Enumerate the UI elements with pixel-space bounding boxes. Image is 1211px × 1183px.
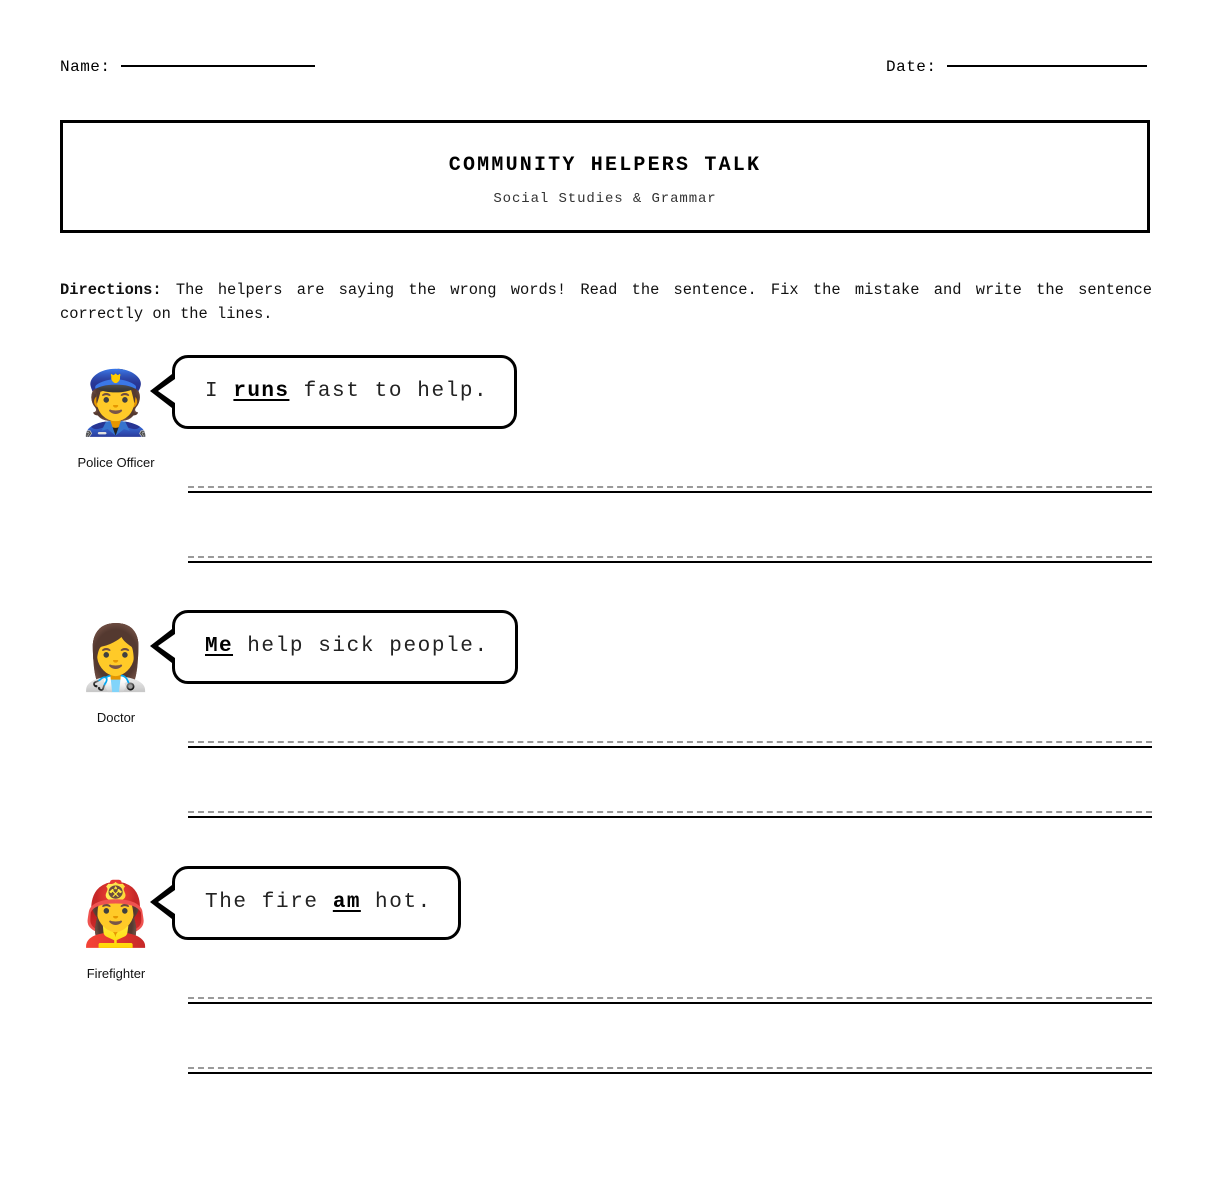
- bubble-tail-fill-icon: [158, 379, 175, 403]
- writing-line-dashed-guide: [188, 811, 1152, 813]
- sentence-text: [205, 635, 489, 658]
- directions: [60, 278, 1152, 326]
- writing-line-dashed-guide: [188, 997, 1152, 999]
- writing-line[interactable]: [188, 741, 1152, 811]
- worksheet-title-box: [60, 120, 1150, 233]
- writing-line[interactable]: [188, 486, 1152, 556]
- helper-figure: [62, 866, 170, 982]
- writing-line-baseline: [188, 1002, 1152, 1004]
- writing-line-dashed-guide: [188, 486, 1152, 488]
- helper-label: Firefighter: [86, 966, 146, 981]
- directions-body: The helpers are saying the wrong words! Read the sentence. Fix the mistake and write the sentence correctly on the lines.: [60, 281, 1152, 323]
- helper-figure: [62, 355, 170, 471]
- date-field[interactable]: [886, 58, 1147, 76]
- answer-writing-area[interactable]: [188, 486, 1152, 626]
- sentence-after: help sick people.: [233, 635, 489, 658]
- writing-line-baseline: [188, 1072, 1152, 1074]
- name-label: Name:: [60, 58, 111, 76]
- writing-line-dashed-guide: [188, 556, 1152, 558]
- helper-label: Police Officer: [77, 455, 155, 470]
- page-subtitle: Social Studies & Grammar: [493, 191, 717, 207]
- writing-line-baseline: [188, 561, 1152, 563]
- doctor-emoji: 👩‍⚕️: [77, 621, 155, 694]
- answer-writing-area[interactable]: [188, 997, 1152, 1137]
- date-write-rule[interactable]: [947, 65, 1147, 67]
- helper-label: Doctor: [96, 710, 136, 725]
- speech-bubble: [172, 866, 461, 940]
- police-officer-emoji: 👮: [77, 366, 155, 439]
- speech-bubble-wrap: [172, 866, 461, 938]
- sentence-text: [205, 891, 432, 914]
- sentence-after: fast to help.: [289, 380, 489, 403]
- helper-figure: [62, 610, 170, 726]
- directions-lead: Directions:: [60, 281, 162, 299]
- sentence-before: I: [205, 380, 234, 403]
- writing-line[interactable]: [188, 997, 1152, 1067]
- bubble-tail-fill-icon: [158, 634, 175, 658]
- name-field[interactable]: [60, 58, 315, 76]
- speech-bubble-wrap: [172, 610, 518, 682]
- writing-line-baseline: [188, 746, 1152, 748]
- sentence-after: hot.: [360, 891, 432, 914]
- sentence-error-word: Me: [205, 635, 234, 658]
- sentence-before: The fire: [205, 891, 333, 914]
- sentence-text: [205, 380, 488, 403]
- writing-line-dashed-guide: [188, 741, 1152, 743]
- date-label: Date:: [886, 58, 937, 76]
- writing-line[interactable]: [188, 1067, 1152, 1137]
- sentence-error-word: runs: [233, 380, 290, 403]
- speech-bubble-wrap: [172, 355, 517, 427]
- page-title: COMMUNITY HELPERS TALK: [448, 154, 762, 177]
- writing-line-baseline: [188, 816, 1152, 818]
- writing-line-baseline: [188, 491, 1152, 493]
- speech-bubble: [172, 355, 517, 429]
- name-write-rule[interactable]: [121, 65, 315, 67]
- writing-line-dashed-guide: [188, 1067, 1152, 1069]
- sentence-error-word: am: [332, 891, 361, 914]
- student-info-header: [60, 58, 1152, 84]
- answer-writing-area[interactable]: [188, 741, 1152, 881]
- bubble-tail-fill-icon: [158, 890, 175, 914]
- firefighter-emoji: 👩‍🚒: [77, 877, 155, 950]
- speech-bubble: [172, 610, 518, 684]
